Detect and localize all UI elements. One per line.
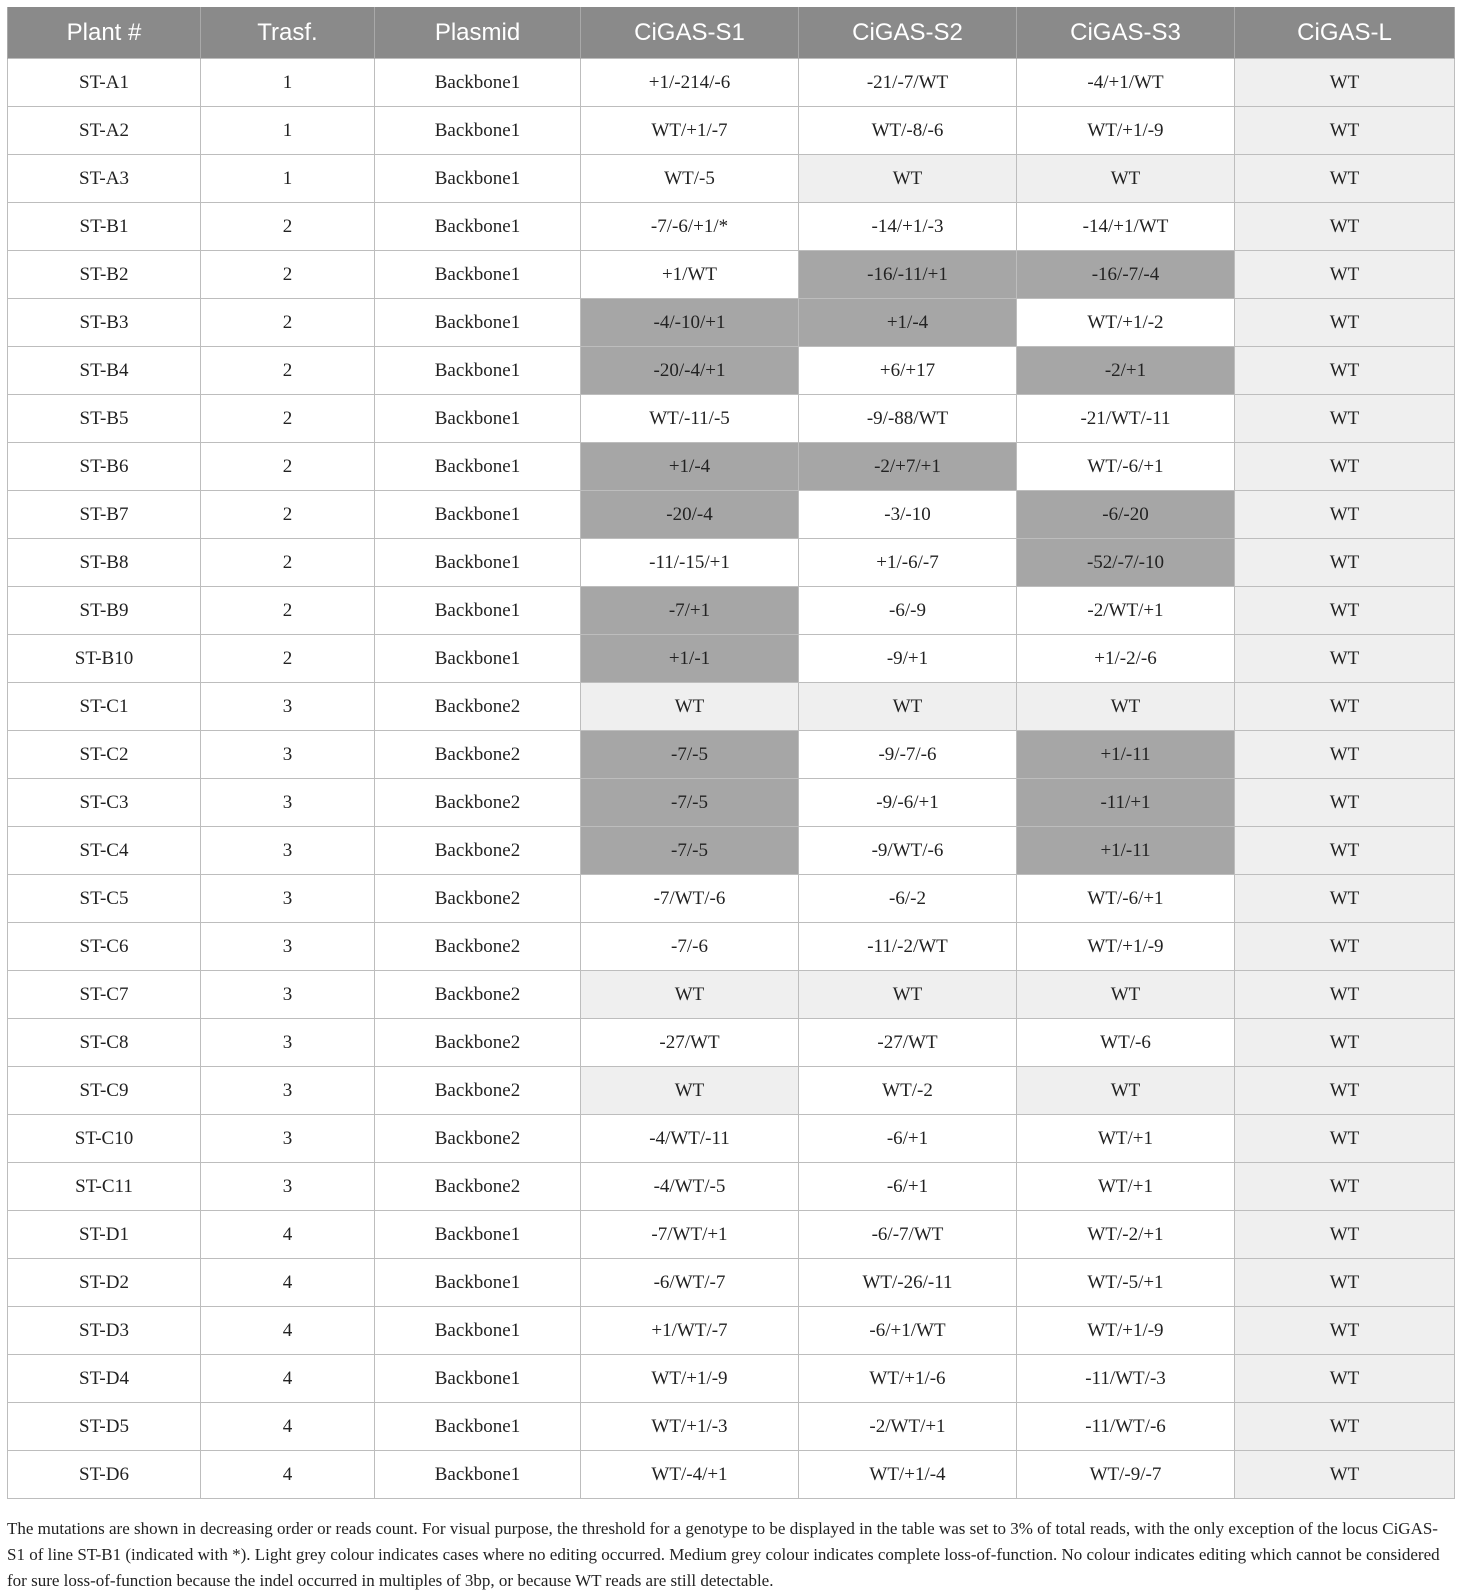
cigas-s1-cell: WT/-11/-5 <box>581 395 799 443</box>
table-row <box>8 299 1455 347</box>
plasmid-cell: Backbone2 <box>375 1019 581 1067</box>
plasmid-cell: Backbone1 <box>375 635 581 683</box>
plasmid-cell: Backbone1 <box>375 1403 581 1451</box>
cigas-s3-cell: WT/+1/-9 <box>1017 1307 1235 1355</box>
plasmid-cell: Backbone1 <box>375 1259 581 1307</box>
cigas-s2-cell: -6/-7/WT <box>799 1211 1017 1259</box>
cigas-s2-cell: -2/+7/+1 <box>799 443 1017 491</box>
plasmid-cell: Backbone1 <box>375 59 581 107</box>
trasf-cell: 3 <box>201 875 375 923</box>
cigas-l-cell: WT <box>1235 107 1455 155</box>
table-row <box>8 251 1455 299</box>
cigas-l-cell: WT <box>1235 491 1455 539</box>
cigas-s2-cell: -6/-9 <box>799 587 1017 635</box>
table-row <box>8 587 1455 635</box>
cigas-s3-cell: +1/-11 <box>1017 731 1235 779</box>
cigas-s2-cell: -9/-6/+1 <box>799 779 1017 827</box>
plasmid-cell: Backbone1 <box>375 443 581 491</box>
plant-cell: ST-D5 <box>8 1403 201 1451</box>
table-footnote: The mutations are shown in decreasing order or reads count. For visual purpose, the threshold for a genotype to be displayed in the table was set to 3% of total reads, with the only exception of the locus CiGAS-S1 of line ST-B1 (indicated with *). Light grey colour indicates cases where no editing occurred. Medium grey colour indicates complete loss-of-function. No colour indicates editing which cannot be considered for sure loss-of-function because the indel occurred in multiples of 3bp, or because WT reads are still detectable. <box>7 1519 1440 1590</box>
cigas-s2-cell: -2/WT/+1 <box>799 1403 1017 1451</box>
cigas-s2-cell: WT <box>799 155 1017 203</box>
cigas-l-cell: WT <box>1235 1067 1455 1115</box>
cigas-s1-cell: -7/-6/+1/* <box>581 203 799 251</box>
cigas-s1-cell: +1/-1 <box>581 635 799 683</box>
cigas-l-cell: WT <box>1235 1307 1455 1355</box>
table-row <box>8 1259 1455 1307</box>
table-row <box>8 1211 1455 1259</box>
cigas-l-cell: WT <box>1235 587 1455 635</box>
cigas-s2-cell: -6/+1/WT <box>799 1307 1017 1355</box>
trasf-cell: 2 <box>201 347 375 395</box>
table-row <box>8 923 1455 971</box>
table-row <box>8 1067 1455 1115</box>
cigas-s2-cell: -14/+1/-3 <box>799 203 1017 251</box>
cigas-s3-cell: -11/+1 <box>1017 779 1235 827</box>
cigas-s1-cell: +1/-214/-6 <box>581 59 799 107</box>
cigas-s3-cell: -4/+1/WT <box>1017 59 1235 107</box>
trasf-cell: 1 <box>201 107 375 155</box>
cigas-s3-cell: WT/+1 <box>1017 1163 1235 1211</box>
table-container <box>7 7 1454 1499</box>
cigas-s2-cell: WT/+1/-6 <box>799 1355 1017 1403</box>
plant-cell: ST-B4 <box>8 347 201 395</box>
cigas-s1-cell: -7/-6 <box>581 923 799 971</box>
trasf-cell: 4 <box>201 1355 375 1403</box>
header-cigas-s2: CiGAS-S2 <box>799 7 1017 59</box>
trasf-cell: 3 <box>201 971 375 1019</box>
plant-cell: ST-A2 <box>8 107 201 155</box>
cigas-l-cell: WT <box>1235 779 1455 827</box>
cigas-l-cell: WT <box>1235 299 1455 347</box>
plasmid-cell: Backbone1 <box>375 1307 581 1355</box>
cigas-s1-cell: +1/WT/-7 <box>581 1307 799 1355</box>
genotype-table <box>7 7 1455 1499</box>
cigas-l-cell: WT <box>1235 875 1455 923</box>
cigas-s3-cell: -14/+1/WT <box>1017 203 1235 251</box>
cigas-s2-cell: WT/-26/-11 <box>799 1259 1017 1307</box>
cigas-s3-cell: +1/-11 <box>1017 827 1235 875</box>
cigas-s3-cell: WT/+1/-9 <box>1017 107 1235 155</box>
plasmid-cell: Backbone1 <box>375 347 581 395</box>
cigas-s1-cell: -27/WT <box>581 1019 799 1067</box>
plasmid-cell: Backbone1 <box>375 1211 581 1259</box>
plasmid-cell: Backbone1 <box>375 251 581 299</box>
plant-cell: ST-B1 <box>8 203 201 251</box>
plant-cell: ST-B5 <box>8 395 201 443</box>
trasf-cell: 4 <box>201 1451 375 1499</box>
cigas-l-cell: WT <box>1235 59 1455 107</box>
plasmid-cell: Backbone1 <box>375 203 581 251</box>
cigas-s2-cell: WT/-2 <box>799 1067 1017 1115</box>
cigas-s1-cell: WT/-4/+1 <box>581 1451 799 1499</box>
cigas-s2-cell: +1/-6/-7 <box>799 539 1017 587</box>
table-row <box>8 1115 1455 1163</box>
cigas-l-cell: WT <box>1235 395 1455 443</box>
cigas-s2-cell: -9/WT/-6 <box>799 827 1017 875</box>
trasf-cell: 2 <box>201 587 375 635</box>
cigas-s3-cell: WT/-9/-7 <box>1017 1451 1235 1499</box>
plant-cell: ST-D4 <box>8 1355 201 1403</box>
plant-cell: ST-C11 <box>8 1163 201 1211</box>
plasmid-cell: Backbone2 <box>375 1067 581 1115</box>
cigas-s1-cell: -7/-5 <box>581 779 799 827</box>
cigas-s2-cell: WT <box>799 971 1017 1019</box>
cigas-l-cell: WT <box>1235 635 1455 683</box>
cigas-s2-cell: -9/-88/WT <box>799 395 1017 443</box>
cigas-s2-cell: WT <box>799 683 1017 731</box>
cigas-s3-cell: WT/+1 <box>1017 1115 1235 1163</box>
trasf-cell: 4 <box>201 1259 375 1307</box>
plasmid-cell: Backbone2 <box>375 971 581 1019</box>
table-row <box>8 107 1455 155</box>
cigas-l-cell: WT <box>1235 203 1455 251</box>
cigas-l-cell: WT <box>1235 971 1455 1019</box>
trasf-cell: 3 <box>201 683 375 731</box>
plasmid-cell: Backbone2 <box>375 779 581 827</box>
cigas-s3-cell: WT/+1/-9 <box>1017 923 1235 971</box>
table-row <box>8 875 1455 923</box>
cigas-l-cell: WT <box>1235 923 1455 971</box>
cigas-s2-cell: -6/+1 <box>799 1115 1017 1163</box>
trasf-cell: 3 <box>201 1163 375 1211</box>
trasf-cell: 4 <box>201 1403 375 1451</box>
cigas-s2-cell: WT/+1/-4 <box>799 1451 1017 1499</box>
header-cigas-s1: CiGAS-S1 <box>581 7 799 59</box>
plant-cell: ST-D2 <box>8 1259 201 1307</box>
cigas-s2-cell: WT/-8/-6 <box>799 107 1017 155</box>
trasf-cell: 2 <box>201 539 375 587</box>
plant-cell: ST-C8 <box>8 1019 201 1067</box>
cigas-s3-cell: WT/-6 <box>1017 1019 1235 1067</box>
plant-cell: ST-C10 <box>8 1115 201 1163</box>
plant-cell: ST-B7 <box>8 491 201 539</box>
plasmid-cell: Backbone2 <box>375 731 581 779</box>
cigas-s3-cell: WT/-2/+1 <box>1017 1211 1235 1259</box>
table-row <box>8 779 1455 827</box>
header-row <box>8 7 1455 59</box>
plasmid-cell: Backbone1 <box>375 587 581 635</box>
cigas-s3-cell: WT <box>1017 1067 1235 1115</box>
plasmid-cell: Backbone1 <box>375 539 581 587</box>
trasf-cell: 3 <box>201 1067 375 1115</box>
cigas-s3-cell: -11/WT/-6 <box>1017 1403 1235 1451</box>
plant-cell: ST-B9 <box>8 587 201 635</box>
cigas-s2-cell: -9/-7/-6 <box>799 731 1017 779</box>
cigas-s1-cell: WT/-5 <box>581 155 799 203</box>
cigas-s3-cell: -52/-7/-10 <box>1017 539 1235 587</box>
cigas-s2-cell: -11/-2/WT <box>799 923 1017 971</box>
cigas-s2-cell: -16/-11/+1 <box>799 251 1017 299</box>
cigas-s1-cell: WT <box>581 683 799 731</box>
table-row <box>8 1163 1455 1211</box>
cigas-l-cell: WT <box>1235 155 1455 203</box>
table-row <box>8 203 1455 251</box>
cigas-l-cell: WT <box>1235 1019 1455 1067</box>
table-row <box>8 1307 1455 1355</box>
table-row <box>8 443 1455 491</box>
plant-cell: ST-C5 <box>8 875 201 923</box>
plant-cell: ST-C9 <box>8 1067 201 1115</box>
cigas-s1-cell: -20/-4 <box>581 491 799 539</box>
plasmid-cell: Backbone2 <box>375 1163 581 1211</box>
cigas-s3-cell: -2/WT/+1 <box>1017 587 1235 635</box>
cigas-l-cell: WT <box>1235 683 1455 731</box>
cigas-l-cell: WT <box>1235 443 1455 491</box>
cigas-l-cell: WT <box>1235 1211 1455 1259</box>
cigas-l-cell: WT <box>1235 539 1455 587</box>
plant-cell: ST-B10 <box>8 635 201 683</box>
plasmid-cell: Backbone1 <box>375 107 581 155</box>
plant-cell: ST-C3 <box>8 779 201 827</box>
cigas-s1-cell: WT/+1/-9 <box>581 1355 799 1403</box>
trasf-cell: 4 <box>201 1211 375 1259</box>
cigas-s1-cell: -7/-5 <box>581 827 799 875</box>
table-row <box>8 347 1455 395</box>
cigas-s1-cell: WT <box>581 1067 799 1115</box>
cigas-s1-cell: +1/-4 <box>581 443 799 491</box>
cigas-s3-cell: +1/-2/-6 <box>1017 635 1235 683</box>
cigas-l-cell: WT <box>1235 347 1455 395</box>
trasf-cell: 2 <box>201 491 375 539</box>
cigas-l-cell: WT <box>1235 251 1455 299</box>
table-row <box>8 1451 1455 1499</box>
trasf-cell: 3 <box>201 779 375 827</box>
plant-cell: ST-B6 <box>8 443 201 491</box>
cigas-s3-cell: WT/-5/+1 <box>1017 1259 1235 1307</box>
cigas-s1-cell: -4/-10/+1 <box>581 299 799 347</box>
table-row <box>8 731 1455 779</box>
trasf-cell: 2 <box>201 251 375 299</box>
plasmid-cell: Backbone2 <box>375 683 581 731</box>
cigas-s1-cell: +1/WT <box>581 251 799 299</box>
table-row <box>8 59 1455 107</box>
cigas-s2-cell: -3/-10 <box>799 491 1017 539</box>
cigas-s3-cell: WT <box>1017 971 1235 1019</box>
header-plant: Plant # <box>8 7 201 59</box>
trasf-cell: 3 <box>201 923 375 971</box>
header-cigas-s3: CiGAS-S3 <box>1017 7 1235 59</box>
table-row <box>8 827 1455 875</box>
cigas-s3-cell: WT/-6/+1 <box>1017 443 1235 491</box>
cigas-s1-cell: -7/WT/+1 <box>581 1211 799 1259</box>
cigas-s3-cell: WT <box>1017 155 1235 203</box>
plant-cell: ST-C7 <box>8 971 201 1019</box>
plant-cell: ST-D6 <box>8 1451 201 1499</box>
plasmid-cell: Backbone2 <box>375 875 581 923</box>
cigas-s3-cell: -6/-20 <box>1017 491 1235 539</box>
cigas-s1-cell: -7/WT/-6 <box>581 875 799 923</box>
cigas-l-cell: WT <box>1235 731 1455 779</box>
plant-cell: ST-D1 <box>8 1211 201 1259</box>
table-row <box>8 155 1455 203</box>
table-row <box>8 1019 1455 1067</box>
table-body <box>8 59 1455 1499</box>
trasf-cell: 2 <box>201 203 375 251</box>
cigas-s3-cell: -2/+1 <box>1017 347 1235 395</box>
trasf-cell: 2 <box>201 635 375 683</box>
cigas-s2-cell: -9/+1 <box>799 635 1017 683</box>
header-trasf: Trasf. <box>201 7 375 59</box>
cigas-s3-cell: -16/-7/-4 <box>1017 251 1235 299</box>
cigas-s3-cell: WT/-6/+1 <box>1017 875 1235 923</box>
cigas-s2-cell: -21/-7/WT <box>799 59 1017 107</box>
plant-cell: ST-B2 <box>8 251 201 299</box>
cigas-s1-cell: -4/WT/-5 <box>581 1163 799 1211</box>
cigas-s1-cell: -20/-4/+1 <box>581 347 799 395</box>
cigas-s1-cell: -7/-5 <box>581 731 799 779</box>
cigas-s2-cell: -6/-2 <box>799 875 1017 923</box>
plant-cell: ST-C6 <box>8 923 201 971</box>
cigas-s3-cell: WT/+1/-2 <box>1017 299 1235 347</box>
cigas-s2-cell: +6/+17 <box>799 347 1017 395</box>
trasf-cell: 4 <box>201 1307 375 1355</box>
cigas-s2-cell: -6/+1 <box>799 1163 1017 1211</box>
plasmid-cell: Backbone1 <box>375 155 581 203</box>
trasf-cell: 2 <box>201 299 375 347</box>
table-row <box>8 683 1455 731</box>
plant-cell: ST-C2 <box>8 731 201 779</box>
table-row <box>8 395 1455 443</box>
table-row <box>8 1403 1455 1451</box>
plant-cell: ST-B8 <box>8 539 201 587</box>
table-row <box>8 491 1455 539</box>
header-plasmid: Plasmid <box>375 7 581 59</box>
plant-cell: ST-C4 <box>8 827 201 875</box>
plant-cell: ST-D3 <box>8 1307 201 1355</box>
plasmid-cell: Backbone1 <box>375 491 581 539</box>
plant-cell: ST-A1 <box>8 59 201 107</box>
trasf-cell: 2 <box>201 443 375 491</box>
cigas-s2-cell: +1/-4 <box>799 299 1017 347</box>
cigas-l-cell: WT <box>1235 1451 1455 1499</box>
table-row <box>8 539 1455 587</box>
cigas-s1-cell: WT/+1/-3 <box>581 1403 799 1451</box>
plant-cell: ST-B3 <box>8 299 201 347</box>
plasmid-cell: Backbone1 <box>375 395 581 443</box>
cigas-s1-cell: -7/+1 <box>581 587 799 635</box>
trasf-cell: 3 <box>201 731 375 779</box>
cigas-s1-cell: -11/-15/+1 <box>581 539 799 587</box>
cigas-s1-cell: WT <box>581 971 799 1019</box>
table-row <box>8 1355 1455 1403</box>
cigas-l-cell: WT <box>1235 1115 1455 1163</box>
trasf-cell: 3 <box>201 827 375 875</box>
trasf-cell: 3 <box>201 1019 375 1067</box>
table-header <box>8 7 1455 59</box>
plant-cell: ST-C1 <box>8 683 201 731</box>
table-row <box>8 635 1455 683</box>
plasmid-cell: Backbone2 <box>375 827 581 875</box>
plasmid-cell: Backbone2 <box>375 1115 581 1163</box>
cigas-s2-cell: -27/WT <box>799 1019 1017 1067</box>
trasf-cell: 2 <box>201 395 375 443</box>
header-cigas-l: CiGAS-L <box>1235 7 1455 59</box>
cigas-l-cell: WT <box>1235 1403 1455 1451</box>
cigas-l-cell: WT <box>1235 1259 1455 1307</box>
trasf-cell: 1 <box>201 59 375 107</box>
plasmid-cell: Backbone1 <box>375 1355 581 1403</box>
table-row <box>8 971 1455 1019</box>
plasmid-cell: Backbone1 <box>375 299 581 347</box>
cigas-l-cell: WT <box>1235 1355 1455 1403</box>
plasmid-cell: Backbone2 <box>375 923 581 971</box>
cigas-s1-cell: WT/+1/-7 <box>581 107 799 155</box>
cigas-s3-cell: -21/WT/-11 <box>1017 395 1235 443</box>
trasf-cell: 3 <box>201 1115 375 1163</box>
cigas-l-cell: WT <box>1235 1163 1455 1211</box>
cigas-s3-cell: -11/WT/-3 <box>1017 1355 1235 1403</box>
cigas-s3-cell: WT <box>1017 683 1235 731</box>
plant-cell: ST-A3 <box>8 155 201 203</box>
plasmid-cell: Backbone1 <box>375 1451 581 1499</box>
cigas-s1-cell: -6/WT/-7 <box>581 1259 799 1307</box>
cigas-s1-cell: -4/WT/-11 <box>581 1115 799 1163</box>
trasf-cell: 1 <box>201 155 375 203</box>
cigas-l-cell: WT <box>1235 827 1455 875</box>
